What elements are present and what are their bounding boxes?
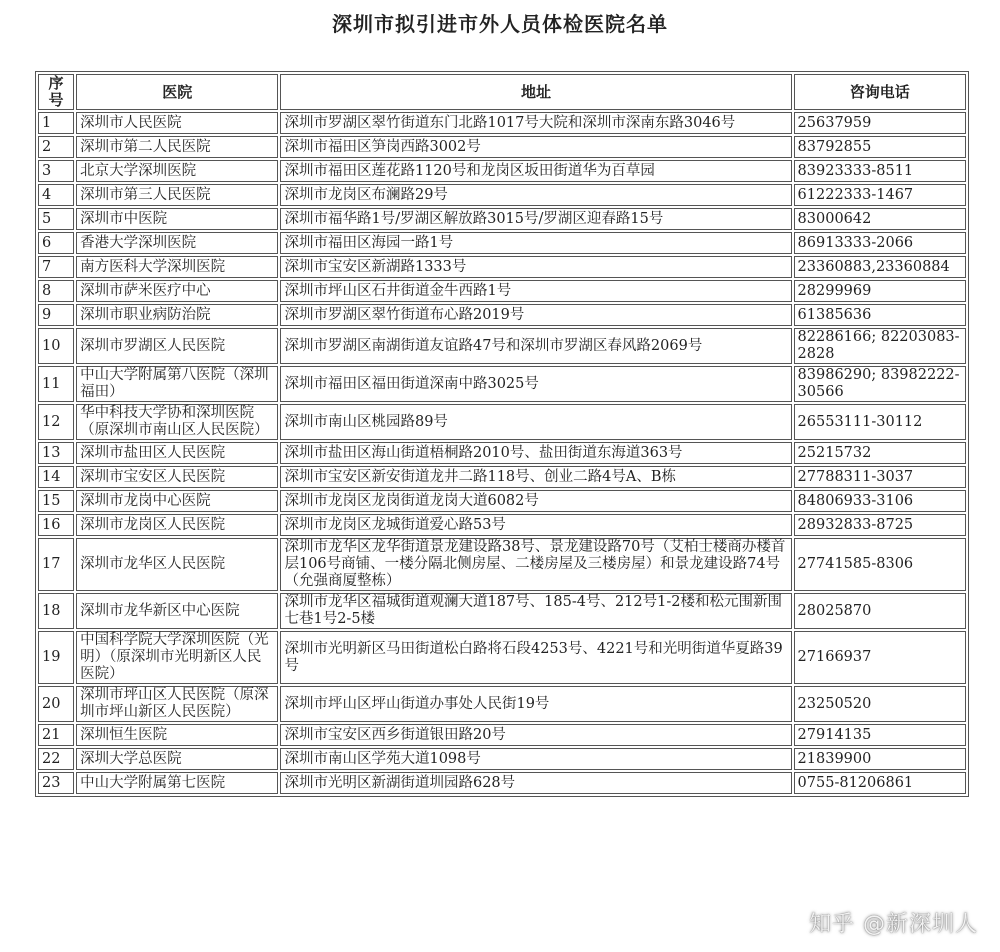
cell-hospital: 深圳市人民医院 bbox=[76, 112, 278, 134]
page-title: 深圳市拟引进市外人员体检医院名单 bbox=[332, 12, 668, 36]
cell-address: 深圳市罗湖区翠竹街道东门北路1017号大院和深圳市深南东路3046号 bbox=[280, 112, 791, 134]
cell-address: 深圳市宝安区西乡街道银田路20号 bbox=[280, 724, 791, 746]
table-row bbox=[38, 160, 966, 182]
table-row bbox=[38, 280, 966, 302]
cell-address: 深圳市龙岗区龙岗街道龙岗大道6082号 bbox=[280, 490, 791, 512]
cell-address: 深圳市龙华区福城街道观澜大道187号、185-4号、212号1-2楼和松元围新围七巷1号2-5楼 bbox=[280, 593, 791, 629]
table-row bbox=[38, 593, 966, 629]
cell-no: 13 bbox=[38, 442, 74, 464]
cell-phone: 25215732 bbox=[794, 442, 966, 464]
table-row bbox=[38, 112, 966, 134]
cell-address: 深圳市宝安区新安街道龙井二路118号、创业二路4号A、B栋 bbox=[280, 466, 791, 488]
cell-no: 5 bbox=[38, 208, 74, 230]
header-address: 地址 bbox=[280, 74, 791, 110]
cell-hospital: 深圳市第三人民医院 bbox=[76, 184, 278, 206]
cell-address: 深圳市罗湖区翠竹街道布心路2019号 bbox=[280, 304, 791, 326]
table-header-row bbox=[38, 74, 966, 110]
cell-phone: 83792855 bbox=[794, 136, 966, 158]
cell-hospital: 北京大学深圳医院 bbox=[76, 160, 278, 182]
cell-no: 8 bbox=[38, 280, 74, 302]
table-row bbox=[38, 724, 966, 746]
cell-phone: 23360883,23360884 bbox=[794, 256, 966, 278]
header-no: 序号 bbox=[38, 74, 74, 110]
table-row bbox=[38, 466, 966, 488]
cell-phone: 82286166; 82203083-2828 bbox=[794, 328, 966, 364]
header-hospital: 医院 bbox=[76, 74, 278, 110]
cell-phone: 27166937 bbox=[794, 631, 966, 684]
cell-hospital: 中山大学附属第七医院 bbox=[76, 772, 278, 794]
cell-address: 深圳市龙岗区龙城街道爱心路53号 bbox=[280, 514, 791, 536]
cell-no: 6 bbox=[38, 232, 74, 254]
cell-phone: 28025870 bbox=[794, 593, 966, 629]
header-phone: 咨询电话 bbox=[794, 74, 966, 110]
cell-hospital: 深圳市盐田区人民医院 bbox=[76, 442, 278, 464]
cell-address: 深圳市宝安区新湖路1333号 bbox=[280, 256, 791, 278]
cell-no: 21 bbox=[38, 724, 74, 746]
cell-phone: 27788311-3037 bbox=[794, 466, 966, 488]
table-row bbox=[38, 442, 966, 464]
cell-hospital: 深圳市龙岗中心医院 bbox=[76, 490, 278, 512]
cell-phone: 21839900 bbox=[794, 748, 966, 770]
cell-address: 深圳市福田区笋岗西路3002号 bbox=[280, 136, 791, 158]
cell-hospital: 中国科学院大学深圳医院（光明）（原深圳市光明新区人民医院） bbox=[76, 631, 278, 684]
cell-no: 9 bbox=[38, 304, 74, 326]
cell-phone: 27741585-8306 bbox=[794, 538, 966, 591]
cell-phone: 28932833-8725 bbox=[794, 514, 966, 536]
cell-no: 17 bbox=[38, 538, 74, 591]
cell-hospital: 深圳市罗湖区人民医院 bbox=[76, 328, 278, 364]
table-row bbox=[38, 328, 966, 364]
cell-hospital: 深圳市职业病防治院 bbox=[76, 304, 278, 326]
table-row bbox=[38, 136, 966, 158]
table-row bbox=[38, 184, 966, 206]
cell-no: 19 bbox=[38, 631, 74, 684]
table-row bbox=[38, 404, 966, 440]
cell-hospital: 香港大学深圳医院 bbox=[76, 232, 278, 254]
table-row bbox=[38, 366, 966, 402]
cell-phone: 27914135 bbox=[794, 724, 966, 746]
cell-address: 深圳市盐田区海山街道梧桐路2010号、盐田街道东海道363号 bbox=[280, 442, 791, 464]
cell-hospital: 中山大学附属第八医院（深圳福田） bbox=[76, 366, 278, 402]
cell-no: 12 bbox=[38, 404, 74, 440]
table-row bbox=[38, 748, 966, 770]
cell-no: 16 bbox=[38, 514, 74, 536]
cell-hospital: 深圳市中医院 bbox=[76, 208, 278, 230]
cell-address: 深圳市坪山区坪山街道办事处人民街19号 bbox=[280, 686, 791, 722]
cell-phone: 61385636 bbox=[794, 304, 966, 326]
cell-hospital: 深圳市第二人民医院 bbox=[76, 136, 278, 158]
cell-address: 深圳市南山区桃园路89号 bbox=[280, 404, 791, 440]
cell-hospital: 华中科技大学协和深圳医院（原深圳市南山区人民医院） bbox=[76, 404, 278, 440]
cell-hospital: 深圳大学总医院 bbox=[76, 748, 278, 770]
cell-phone: 23250520 bbox=[794, 686, 966, 722]
cell-phone: 28299969 bbox=[794, 280, 966, 302]
cell-no: 14 bbox=[38, 466, 74, 488]
table-body bbox=[38, 112, 966, 794]
table-row bbox=[38, 256, 966, 278]
cell-phone: 83986290; 83982222-30566 bbox=[794, 366, 966, 402]
cell-no: 15 bbox=[38, 490, 74, 512]
cell-hospital: 深圳恒生医院 bbox=[76, 724, 278, 746]
table-row bbox=[38, 538, 966, 591]
cell-address: 深圳市南山区学苑大道1098号 bbox=[280, 748, 791, 770]
cell-phone: 25637959 bbox=[794, 112, 966, 134]
cell-hospital: 深圳市坪山区人民医院（原深圳市坪山新区人民医院） bbox=[76, 686, 278, 722]
cell-no: 20 bbox=[38, 686, 74, 722]
cell-address: 深圳市福华路1号/罗湖区解放路3015号/罗湖区迎春路15号 bbox=[280, 208, 791, 230]
cell-address: 深圳市罗湖区南湖街道友谊路47号和深圳市罗湖区春风路2069号 bbox=[280, 328, 791, 364]
cell-phone: 26553111-30112 bbox=[794, 404, 966, 440]
table-row bbox=[38, 631, 966, 684]
cell-no: 23 bbox=[38, 772, 74, 794]
cell-hospital: 深圳市龙岗区人民医院 bbox=[76, 514, 278, 536]
cell-address: 深圳市光明新区马田街道松白路将石段4253号、4221号和光明街道华夏路39号 bbox=[280, 631, 791, 684]
table-row bbox=[38, 208, 966, 230]
cell-address: 深圳市龙岗区布澜路29号 bbox=[280, 184, 791, 206]
cell-no: 7 bbox=[38, 256, 74, 278]
cell-no: 2 bbox=[38, 136, 74, 158]
table-row bbox=[38, 490, 966, 512]
cell-address: 深圳市福田区福田街道深南中路3025号 bbox=[280, 366, 791, 402]
cell-address: 深圳市福田区海园一路1号 bbox=[280, 232, 791, 254]
cell-no: 4 bbox=[38, 184, 74, 206]
table-row bbox=[38, 772, 966, 794]
table-row bbox=[38, 686, 966, 722]
cell-hospital: 深圳市龙华区人民医院 bbox=[76, 538, 278, 591]
table-row bbox=[38, 304, 966, 326]
cell-no: 22 bbox=[38, 748, 74, 770]
cell-address: 深圳市光明区新湖街道圳园路628号 bbox=[280, 772, 791, 794]
cell-hospital: 深圳市宝安区人民医院 bbox=[76, 466, 278, 488]
cell-hospital: 深圳市龙华新区中心医院 bbox=[76, 593, 278, 629]
table-row bbox=[38, 514, 966, 536]
cell-no: 10 bbox=[38, 328, 74, 364]
cell-phone: 0755-81206861 bbox=[794, 772, 966, 794]
hospital-table bbox=[35, 71, 969, 797]
watermark: 知乎 @新深圳人 bbox=[809, 912, 978, 937]
cell-hospital: 深圳市萨米医疗中心 bbox=[76, 280, 278, 302]
cell-phone: 83923333-8511 bbox=[794, 160, 966, 182]
table-row bbox=[38, 232, 966, 254]
cell-phone: 86913333-2066 bbox=[794, 232, 966, 254]
cell-phone: 83000642 bbox=[794, 208, 966, 230]
cell-address: 深圳市坪山区石井街道金牛西路1号 bbox=[280, 280, 791, 302]
cell-address: 深圳市龙华区龙华街道景龙建设路38号、景龙建设路70号（艾柏士楼商办楼首层106号商铺、一楼分隔北侧房屋、二楼房屋及三楼房屋）和景龙建设路74号（允强商厦整栋） bbox=[280, 538, 791, 591]
cell-hospital: 南方医科大学深圳医院 bbox=[76, 256, 278, 278]
cell-phone: 61222333-1467 bbox=[794, 184, 966, 206]
cell-no: 11 bbox=[38, 366, 74, 402]
cell-no: 3 bbox=[38, 160, 74, 182]
cell-no: 1 bbox=[38, 112, 74, 134]
cell-no: 18 bbox=[38, 593, 74, 629]
cell-address: 深圳市福田区莲花路1120号和龙岗区坂田街道华为百草园 bbox=[280, 160, 791, 182]
cell-phone: 84806933-3106 bbox=[794, 490, 966, 512]
